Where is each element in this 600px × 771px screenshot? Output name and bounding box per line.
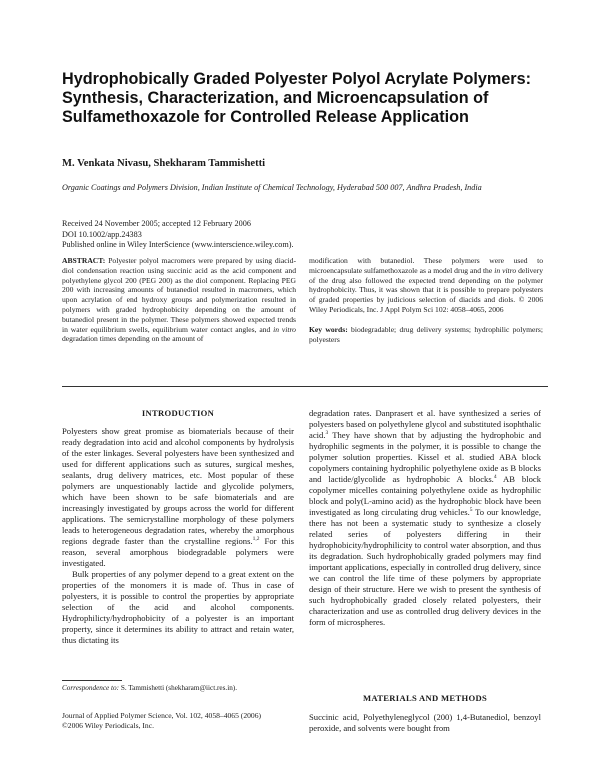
body-column-left <box>62 408 294 646</box>
keywords-label: Key words: <box>309 324 348 334</box>
methods-heading: MATERIALS AND METHODS <box>362 693 488 703</box>
ref-4: 4 <box>493 474 497 481</box>
footnote-label: Correspondence to: <box>62 684 120 692</box>
ref-5: 5 <box>469 507 473 514</box>
body-column-right <box>309 408 541 628</box>
received-date: Received 24 November 2005; accepted 12 February 2006 <box>62 219 251 228</box>
abstract-italic-right: in vitro <box>494 265 517 275</box>
keywords <box>309 325 543 345</box>
journal-copyright: ©2006 Wiley Periodicals, Inc. <box>62 720 154 730</box>
correspondence-footnote <box>62 684 296 693</box>
abstract-left <box>62 256 296 344</box>
journal-info <box>62 711 296 730</box>
abstract-text-right-a: modification with butanediol. These polymers were used to microencapsulate sulfamethoxazole as a model drug and the <box>309 256 543 275</box>
author-list: M. Venkata Nivasu, Shekharam Tammishetti <box>62 158 266 169</box>
abstract-text-left-end: degradation times depending on the amount of <box>62 334 204 344</box>
footnote-text: S. Tammishetti (shekharam@iict.res.in). <box>120 684 237 692</box>
abstract-divider <box>62 386 548 387</box>
article-title: Hydrophobically Graded Polyester Polyol Acrylate Polymers: Synthesis, Characterization, and Microencapsulation of Sulfamethoxazole for Controlled Release Application <box>62 70 531 126</box>
doi: DOI 10.1002/app.24383 <box>62 229 142 239</box>
methods-text: Succinic acid, Polyethyleneglycol (200) 1,4-Butanediol, benzoyl peroxide, and solvents were bought from <box>309 712 541 733</box>
abstract-italic-left: in vitro <box>273 324 296 334</box>
journal-citation: Journal of Applied Polymer Science, Vol. 102, 4058–4065 (2006) <box>62 711 262 720</box>
affiliation: Organic Coatings and Polymers Division, Indian Institute of Chemical Technology, Hyderabad 500 007, Andhra Pradesh, India <box>62 183 482 192</box>
keywords-text: biodegradable; drug delivery systems; hydrophilic polymers; polyesters <box>309 324 543 344</box>
intro-paragraph-1: Polyesters show great promise as biomaterials because of their ready degradation into acid and alcohol components by hydrolysis of the ester linkages. Several polyesters have been synthesized and used for different applications such as sutures, surgical meshes, sealants, drug delivery matrices, etc. Most popular of these polymers are unquestionably lactide and glycolide polymers, which have been shown to be safe biomaterials and are increasingly investigated by groups across the world for different applications. The semicrystalline morphology of these polymers leads to heterogeneous degradation rates, whereby the amorphous regions degrade faster than the crystalline regions.$^{1,2}$ For this reason, several amorphous biodegradable polymers were investigated. <box>62 426 294 568</box>
introduction-heading: INTRODUCTION <box>141 408 215 418</box>
footnote-divider <box>62 680 122 681</box>
intro-paragraph-2: Bulk properties of any polymer depend to a great extent on the properties of the monomers it is made of. Thus in case of polyesters, it is possible to control the properties by appropriate selection of the acid and alcohol components. Hydrophilicty/hydrophobicity of a polyester is an important property, since it determines its ability to attract and retain water, thus dictating its <box>62 569 294 645</box>
online-publication: Published online in Wiley InterScience (www.interscience.wiley.com). <box>62 240 294 249</box>
ref-1-2: 1,2 <box>252 536 260 543</box>
ref-3: 3 <box>325 430 329 437</box>
abstract-label: ABSTRACT: <box>62 256 106 265</box>
abstract-text-right-b: delivery of the drug also followed the expected trend depending on the polymer hydrophobicity. Thus, it was shown that it is possible to prepare polyesters of graded properties by judicious selection of diacids and diols. © 2006 Wiley Periodicals, Inc. J Appl Polym Sci 102: 4058–4065, 2006 <box>309 265 543 314</box>
article-dates <box>62 219 548 251</box>
abstract-right <box>309 256 543 344</box>
abstract-text-left: Polyester polyol macromers were prepared by using diacid-diol condensation reaction using succinic acid as the acid component and polyethylene glycol 200 (PEG 200) as the diol component. Replacing PEG 200 with increasing amounts of butanediol resulted in macromers, which upon acrylation of end hydroxy groups and polymerization resulted in polymers with graded hydrophobicity depending on the amount of butanediol present in the polymer. These polymers showed expected trends in water equilibrium swells, equilibrium water contact angles, and <box>62 256 296 334</box>
intro-paragraph-3: degradation rates. Danprasert et al. have synthesized a series of polyesters based on polyethylene glycol and substituted isophthalic acid.$^3$ They have shown that by adjusting the hydrophobic and hydrophilic segments in the polymer, it is possible to change the polymer solution properties. Kissel et al. studied ABA block copolymers containing hydrophilic polyethylene oxide as B blocks and lactide/glycolide as hydrophobic A blocks.$^4$ AB block copolymer micelles containing polyethylene oxide as hydrophilic block and poly(L-amino acid) as the hydrophobic block have been investigated as long circulating drug vehicles.$^5$ To our knowledge, there has not been a systematic study to synthesize a closely related series of polyesters differing in their hydrophobicity/hydrophilicity to control water absorption, and thus its degradation. Such hydrophobically graded polymers may find important applications, especially in controlled drug delivery, since we can control the life time of these polymers by appropriate design of their structure. Here we wish to present the synthesis of such hydrophobically graded closely related polyesters, their characterization and use as controlled drug delivery devices in the form of microspheres. <box>309 408 541 627</box>
